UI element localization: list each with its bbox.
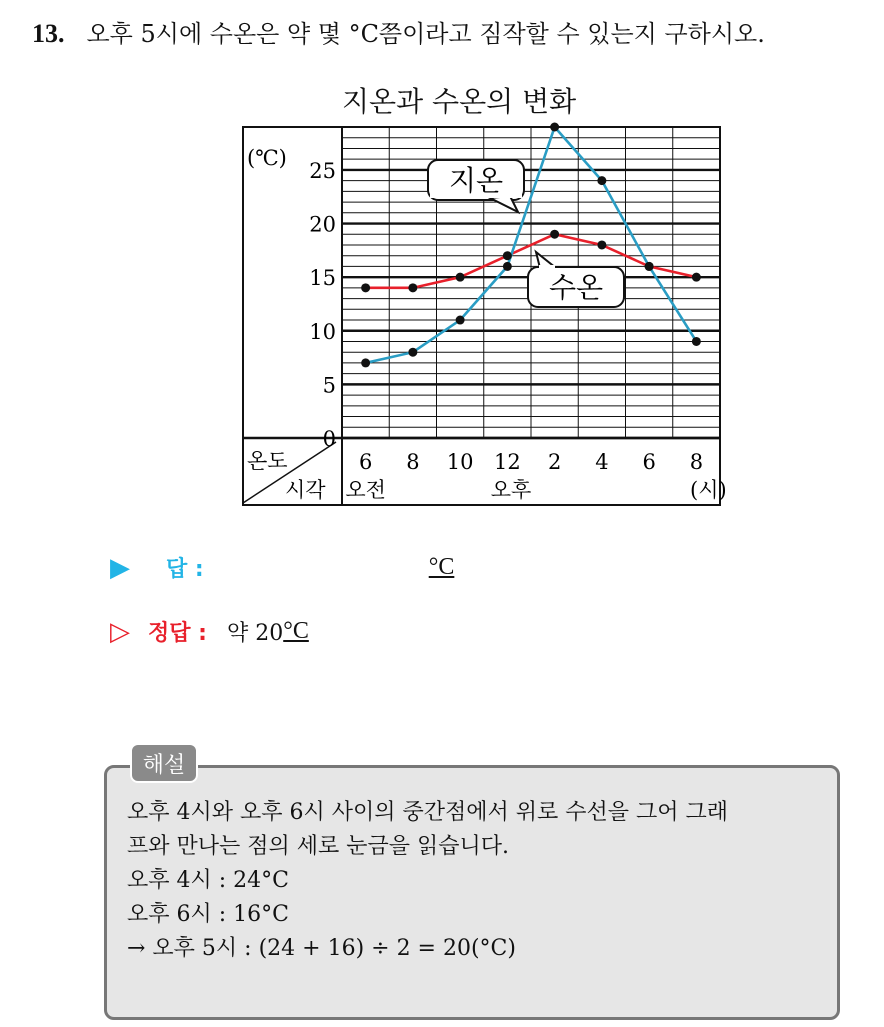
x-tick-label: 10 <box>446 450 474 474</box>
x-group-label-am: 오전 <box>345 478 386 502</box>
callout-water-temp-text: 수온 <box>548 271 604 304</box>
explanation-line: → 오후 5시 : (24 + 16) ÷ 2 = 20(°C) <box>127 936 516 961</box>
x-tick-label: 4 <box>595 450 609 474</box>
data-point <box>408 348 417 357</box>
x-tick-label: 6 <box>642 450 656 474</box>
data-point <box>456 273 465 282</box>
y-tick-label: 10 <box>309 319 336 344</box>
x-tick-label: 8 <box>406 450 420 474</box>
y-tick-label: 25 <box>309 158 336 183</box>
data-point <box>456 316 465 325</box>
data-point <box>692 273 701 282</box>
answer-unit: °C <box>428 554 455 580</box>
data-point <box>597 176 606 185</box>
answer-row <box>110 552 454 583</box>
explanation-line: 오후 6시 : 16°C <box>127 902 289 927</box>
callout-water-temp <box>528 252 624 307</box>
x-tick-label: 8 <box>689 450 704 474</box>
x-group-label-pm: 오후 <box>490 478 532 502</box>
explanation-line: 프와 만나는 점의 세로 눈금을 읽습니다. <box>127 834 509 859</box>
y-tick-label: 20 <box>309 212 336 237</box>
x-tick-label: 12 <box>494 450 521 474</box>
corner-label-bottom: 시각 <box>285 478 326 502</box>
data-point <box>408 283 417 292</box>
data-point <box>597 240 606 249</box>
data-point <box>550 123 559 132</box>
data-point <box>503 262 512 271</box>
explanation-line: 오후 4시와 오후 6시 사이의 중간점에서 위로 수선을 그어 그래 <box>127 800 728 825</box>
chart-title: 지온과 수온의 변화 <box>342 85 577 118</box>
explanation-text <box>127 796 728 966</box>
x-unit-label: (시) <box>690 478 727 502</box>
y-tick-label: 15 <box>309 266 336 291</box>
chart-callouts <box>428 160 624 307</box>
data-point <box>361 358 370 367</box>
correct-answer-row <box>110 616 309 647</box>
x-tick-label: 6 <box>358 450 373 474</box>
data-point <box>550 230 559 239</box>
answer-arrow-icon: ▶ <box>110 552 130 583</box>
callout-ground-temp <box>428 160 524 212</box>
y-axis-unit: (℃) <box>247 146 287 170</box>
question-text: 오후 5시에 수온은 약 몇 °C쯤이라고 짐작할 수 있는지 구하시오. <box>86 20 765 48</box>
correct-label: 정답 : <box>148 621 207 646</box>
data-point <box>503 251 512 260</box>
y-tick-label: 0 <box>322 427 336 451</box>
correct-unit: °C <box>283 618 309 644</box>
data-point <box>361 283 370 292</box>
correct-arrow-icon: ▷ <box>110 616 130 647</box>
callout-ground-temp-text: 지온 <box>448 164 504 197</box>
x-tick-label: 2 <box>547 450 562 474</box>
answer-label: 답 : <box>166 557 204 582</box>
corner-label-top: 온도 <box>247 449 288 473</box>
correct-value: 약 20 <box>226 621 284 646</box>
explanation-tag: 해설 <box>130 743 198 783</box>
y-tick-label: 5 <box>322 373 336 398</box>
data-point <box>645 262 654 271</box>
explanation-line: 오후 4시 : 24°C <box>127 868 289 893</box>
callout-water-temp-tail-mask <box>539 265 555 270</box>
data-point <box>692 337 701 346</box>
question-number: 13. <box>32 19 65 48</box>
